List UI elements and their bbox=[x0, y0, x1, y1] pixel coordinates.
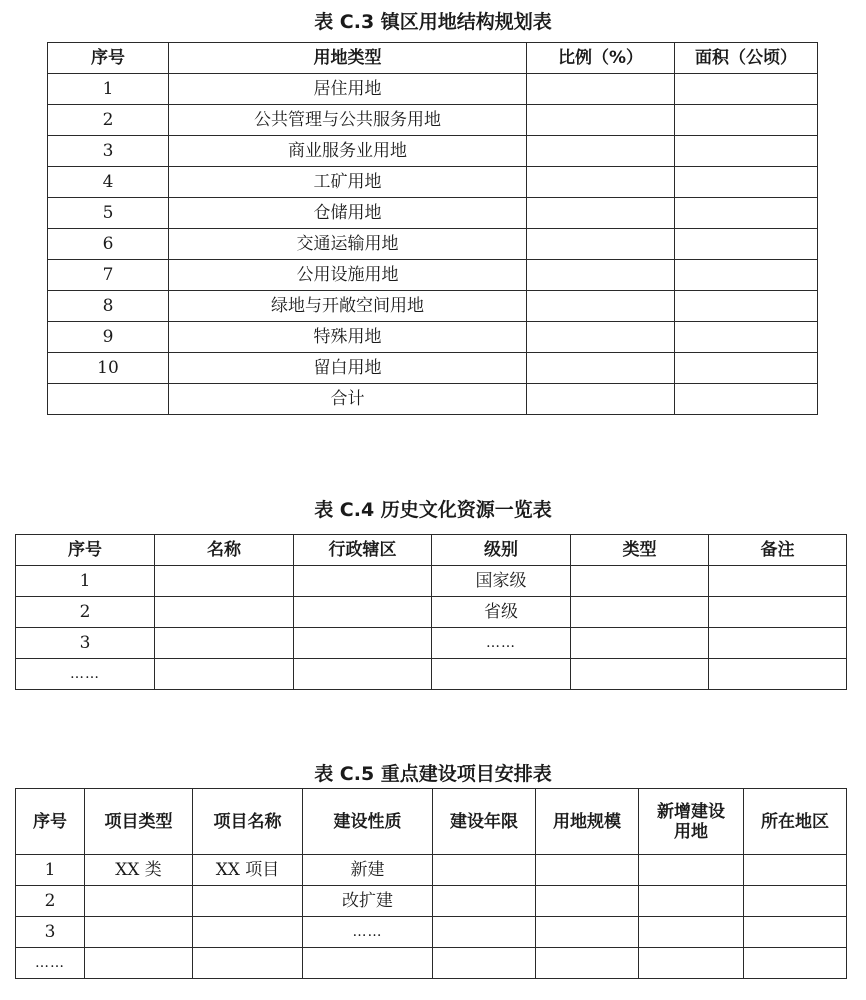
column-header: 序号 bbox=[48, 43, 169, 74]
table-cell bbox=[48, 384, 169, 415]
table-cell bbox=[639, 917, 744, 948]
table-row bbox=[48, 260, 818, 291]
table-cell bbox=[527, 105, 675, 136]
table-cell bbox=[294, 659, 432, 690]
table-row bbox=[48, 353, 818, 384]
table-row bbox=[48, 136, 818, 167]
table-cell bbox=[433, 917, 536, 948]
table-row bbox=[16, 948, 847, 979]
table-cell bbox=[744, 855, 847, 886]
table-cell bbox=[527, 322, 675, 353]
table-cell bbox=[675, 322, 818, 353]
table-cell bbox=[744, 886, 847, 917]
table-row bbox=[16, 917, 847, 948]
table-cell bbox=[193, 948, 303, 979]
header-row bbox=[48, 43, 818, 74]
table-cell bbox=[639, 886, 744, 917]
table-cell: 6 bbox=[48, 229, 169, 260]
column-header: 比例（%） bbox=[527, 43, 675, 74]
table-cell bbox=[85, 886, 193, 917]
table-cell: 3 bbox=[48, 136, 169, 167]
column-header: 用地规模 bbox=[536, 789, 639, 855]
table-row bbox=[48, 198, 818, 229]
table-cell bbox=[294, 628, 432, 659]
column-header: 项目类型 bbox=[85, 789, 193, 855]
column-header: 序号 bbox=[16, 535, 155, 566]
table-cell: 新建 bbox=[303, 855, 433, 886]
table-cell bbox=[709, 566, 847, 597]
table-cell: 国家级 bbox=[432, 566, 571, 597]
table-cell: 3 bbox=[16, 917, 85, 948]
table-cell bbox=[527, 291, 675, 322]
table-cell bbox=[527, 167, 675, 198]
table-cell bbox=[433, 948, 536, 979]
table-cell bbox=[527, 198, 675, 229]
table-cell bbox=[85, 917, 193, 948]
table-cell: 商业服务业用地 bbox=[169, 136, 527, 167]
table-cell bbox=[536, 886, 639, 917]
table-c5 bbox=[15, 788, 847, 979]
table-cell bbox=[709, 628, 847, 659]
column-header: 所在地区 bbox=[744, 789, 847, 855]
table-cell: …… bbox=[432, 628, 571, 659]
table-cell: 2 bbox=[48, 105, 169, 136]
table-c5-title: 表 C.5 重点建设项目安排表 bbox=[314, 763, 552, 785]
table-cell bbox=[675, 229, 818, 260]
table-cell bbox=[571, 566, 709, 597]
table-cell: …… bbox=[16, 659, 155, 690]
table-cell bbox=[536, 948, 639, 979]
table-c4-body bbox=[16, 535, 847, 690]
table-cell bbox=[527, 260, 675, 291]
table-cell bbox=[527, 229, 675, 260]
table-cell bbox=[744, 948, 847, 979]
table-cell bbox=[571, 659, 709, 690]
table-cell: 公共管理与公共服务用地 bbox=[169, 105, 527, 136]
table-row bbox=[48, 167, 818, 198]
table-cell bbox=[433, 886, 536, 917]
table-cell bbox=[571, 628, 709, 659]
table-row bbox=[16, 628, 847, 659]
table-row bbox=[16, 855, 847, 886]
table-cell: 2 bbox=[16, 597, 155, 628]
column-header: 类型 bbox=[571, 535, 709, 566]
table-cell: 7 bbox=[48, 260, 169, 291]
column-header: 名称 bbox=[155, 535, 294, 566]
table-cell bbox=[709, 597, 847, 628]
table-cell bbox=[303, 948, 433, 979]
table-cell: 1 bbox=[16, 566, 155, 597]
column-header: 项目名称 bbox=[193, 789, 303, 855]
table-cell bbox=[639, 855, 744, 886]
table-cell: 工矿用地 bbox=[169, 167, 527, 198]
table-cell bbox=[155, 597, 294, 628]
table-c4-title: 表 C.4 历史文化资源一览表 bbox=[314, 499, 552, 521]
table-cell bbox=[527, 74, 675, 105]
table-cell: 省级 bbox=[432, 597, 571, 628]
table-cell: 公用设施用地 bbox=[169, 260, 527, 291]
table-row bbox=[48, 322, 818, 353]
table-cell bbox=[193, 917, 303, 948]
column-header: 面积（公顷） bbox=[675, 43, 818, 74]
table-c3 bbox=[47, 42, 818, 415]
table-cell bbox=[675, 74, 818, 105]
table-cell: 1 bbox=[48, 74, 169, 105]
table-c5-body bbox=[16, 789, 847, 979]
table-row bbox=[16, 566, 847, 597]
table-cell: 2 bbox=[16, 886, 85, 917]
column-header: 建设性质 bbox=[303, 789, 433, 855]
column-header: 级别 bbox=[432, 535, 571, 566]
table-cell: 特殊用地 bbox=[169, 322, 527, 353]
table-c3-body bbox=[48, 43, 818, 415]
table-cell bbox=[433, 855, 536, 886]
table-cell: 4 bbox=[48, 167, 169, 198]
column-header: 行政辖区 bbox=[294, 535, 432, 566]
table-cell bbox=[709, 659, 847, 690]
table-c3-title: 表 C.3 镇区用地结构规划表 bbox=[314, 11, 552, 33]
table-cell: 合计 bbox=[169, 384, 527, 415]
table-cell: 仓储用地 bbox=[169, 198, 527, 229]
table-row bbox=[48, 74, 818, 105]
table-cell: 8 bbox=[48, 291, 169, 322]
table-cell bbox=[85, 948, 193, 979]
table-cell bbox=[639, 948, 744, 979]
table-cell bbox=[155, 566, 294, 597]
header-row bbox=[16, 789, 847, 855]
table-cell: 10 bbox=[48, 353, 169, 384]
table-cell: XX 项目 bbox=[193, 855, 303, 886]
table-cell bbox=[536, 917, 639, 948]
table-cell bbox=[432, 659, 571, 690]
table-cell bbox=[675, 384, 818, 415]
table-cell: XX 类 bbox=[85, 855, 193, 886]
table-cell bbox=[294, 566, 432, 597]
table-cell: 交通运输用地 bbox=[169, 229, 527, 260]
table-cell bbox=[744, 917, 847, 948]
table-cell bbox=[294, 597, 432, 628]
table-cell: 3 bbox=[16, 628, 155, 659]
header-row bbox=[16, 535, 847, 566]
table-cell bbox=[675, 136, 818, 167]
table-row bbox=[48, 229, 818, 260]
column-header: 序号 bbox=[16, 789, 85, 855]
table-row bbox=[16, 886, 847, 917]
table-row bbox=[48, 105, 818, 136]
table-cell: …… bbox=[303, 917, 433, 948]
table-row bbox=[16, 597, 847, 628]
table-cell bbox=[155, 628, 294, 659]
table-cell bbox=[193, 886, 303, 917]
table-cell bbox=[675, 260, 818, 291]
table-row bbox=[48, 291, 818, 322]
column-header: 备注 bbox=[709, 535, 847, 566]
table-cell: 9 bbox=[48, 322, 169, 353]
table-cell: 5 bbox=[48, 198, 169, 229]
table-cell bbox=[675, 353, 818, 384]
column-header: 新增建设用地 bbox=[639, 789, 744, 855]
table-cell: 1 bbox=[16, 855, 85, 886]
table-cell bbox=[527, 384, 675, 415]
table-cell: 改扩建 bbox=[303, 886, 433, 917]
table-cell bbox=[536, 855, 639, 886]
table-c4 bbox=[15, 534, 847, 690]
table-cell: 居住用地 bbox=[169, 74, 527, 105]
table-row bbox=[16, 659, 847, 690]
table-row bbox=[48, 384, 818, 415]
table-cell bbox=[155, 659, 294, 690]
table-cell bbox=[527, 136, 675, 167]
table-cell bbox=[675, 105, 818, 136]
table-cell bbox=[675, 291, 818, 322]
column-header: 用地类型 bbox=[169, 43, 527, 74]
table-cell bbox=[527, 353, 675, 384]
table-cell: 留白用地 bbox=[169, 353, 527, 384]
table-cell: 绿地与开敞空间用地 bbox=[169, 291, 527, 322]
table-cell bbox=[675, 167, 818, 198]
table-cell bbox=[571, 597, 709, 628]
table-cell bbox=[675, 198, 818, 229]
column-header: 建设年限 bbox=[433, 789, 536, 855]
table-cell: …… bbox=[16, 948, 85, 979]
